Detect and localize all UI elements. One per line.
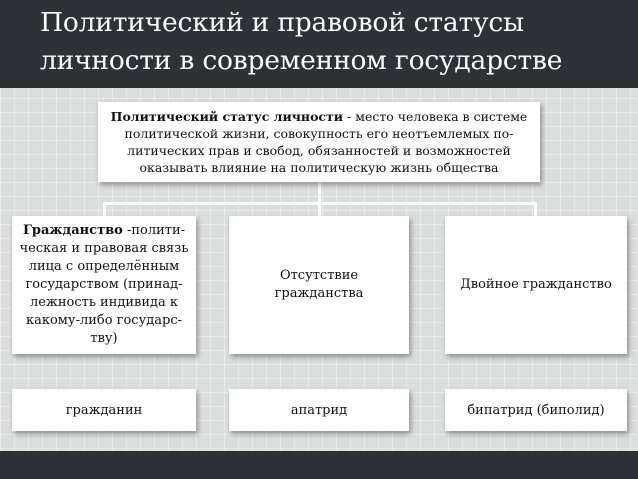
footer-bar bbox=[0, 451, 638, 479]
status-label: апатрид bbox=[290, 402, 348, 418]
definition-box bbox=[98, 102, 540, 182]
category-text: Двойное гражданство bbox=[460, 277, 612, 292]
status-label: гражданин bbox=[65, 402, 143, 418]
category-box-dual-citizenship bbox=[445, 216, 627, 354]
connector-right bbox=[534, 202, 537, 216]
label-box-bipatride bbox=[445, 389, 627, 431]
status-label: бипатрид (биполид) bbox=[467, 402, 605, 418]
slide-title: Политический и правовой статусы личности в современном государстве bbox=[40, 7, 563, 76]
connector-center bbox=[318, 202, 321, 216]
label-box-citizen bbox=[12, 389, 196, 431]
category-box-no-citizenship bbox=[229, 216, 409, 354]
category-term: Гражданство bbox=[22, 223, 123, 238]
category-box-citizenship bbox=[12, 216, 196, 354]
definition-text: - место человека в системе политической жизни, совокупность его неотъемлемых по-литических прав и свобод, обязанностей и возможностей оказывать влияние на политическую жизнь общества bbox=[124, 109, 528, 175]
category-text: -полити-ческая и правовая связь лица с определённым государством (принад-лежность индивида к какому-либо государс-тву) bbox=[19, 223, 189, 346]
connector-trunk bbox=[318, 182, 321, 204]
definition-term: Политический статус личности bbox=[110, 109, 344, 124]
category-text: Отсутствие гражданства bbox=[274, 268, 364, 301]
label-box-apatride bbox=[229, 389, 409, 431]
connector-left bbox=[103, 202, 106, 216]
title-bar bbox=[0, 0, 638, 88]
